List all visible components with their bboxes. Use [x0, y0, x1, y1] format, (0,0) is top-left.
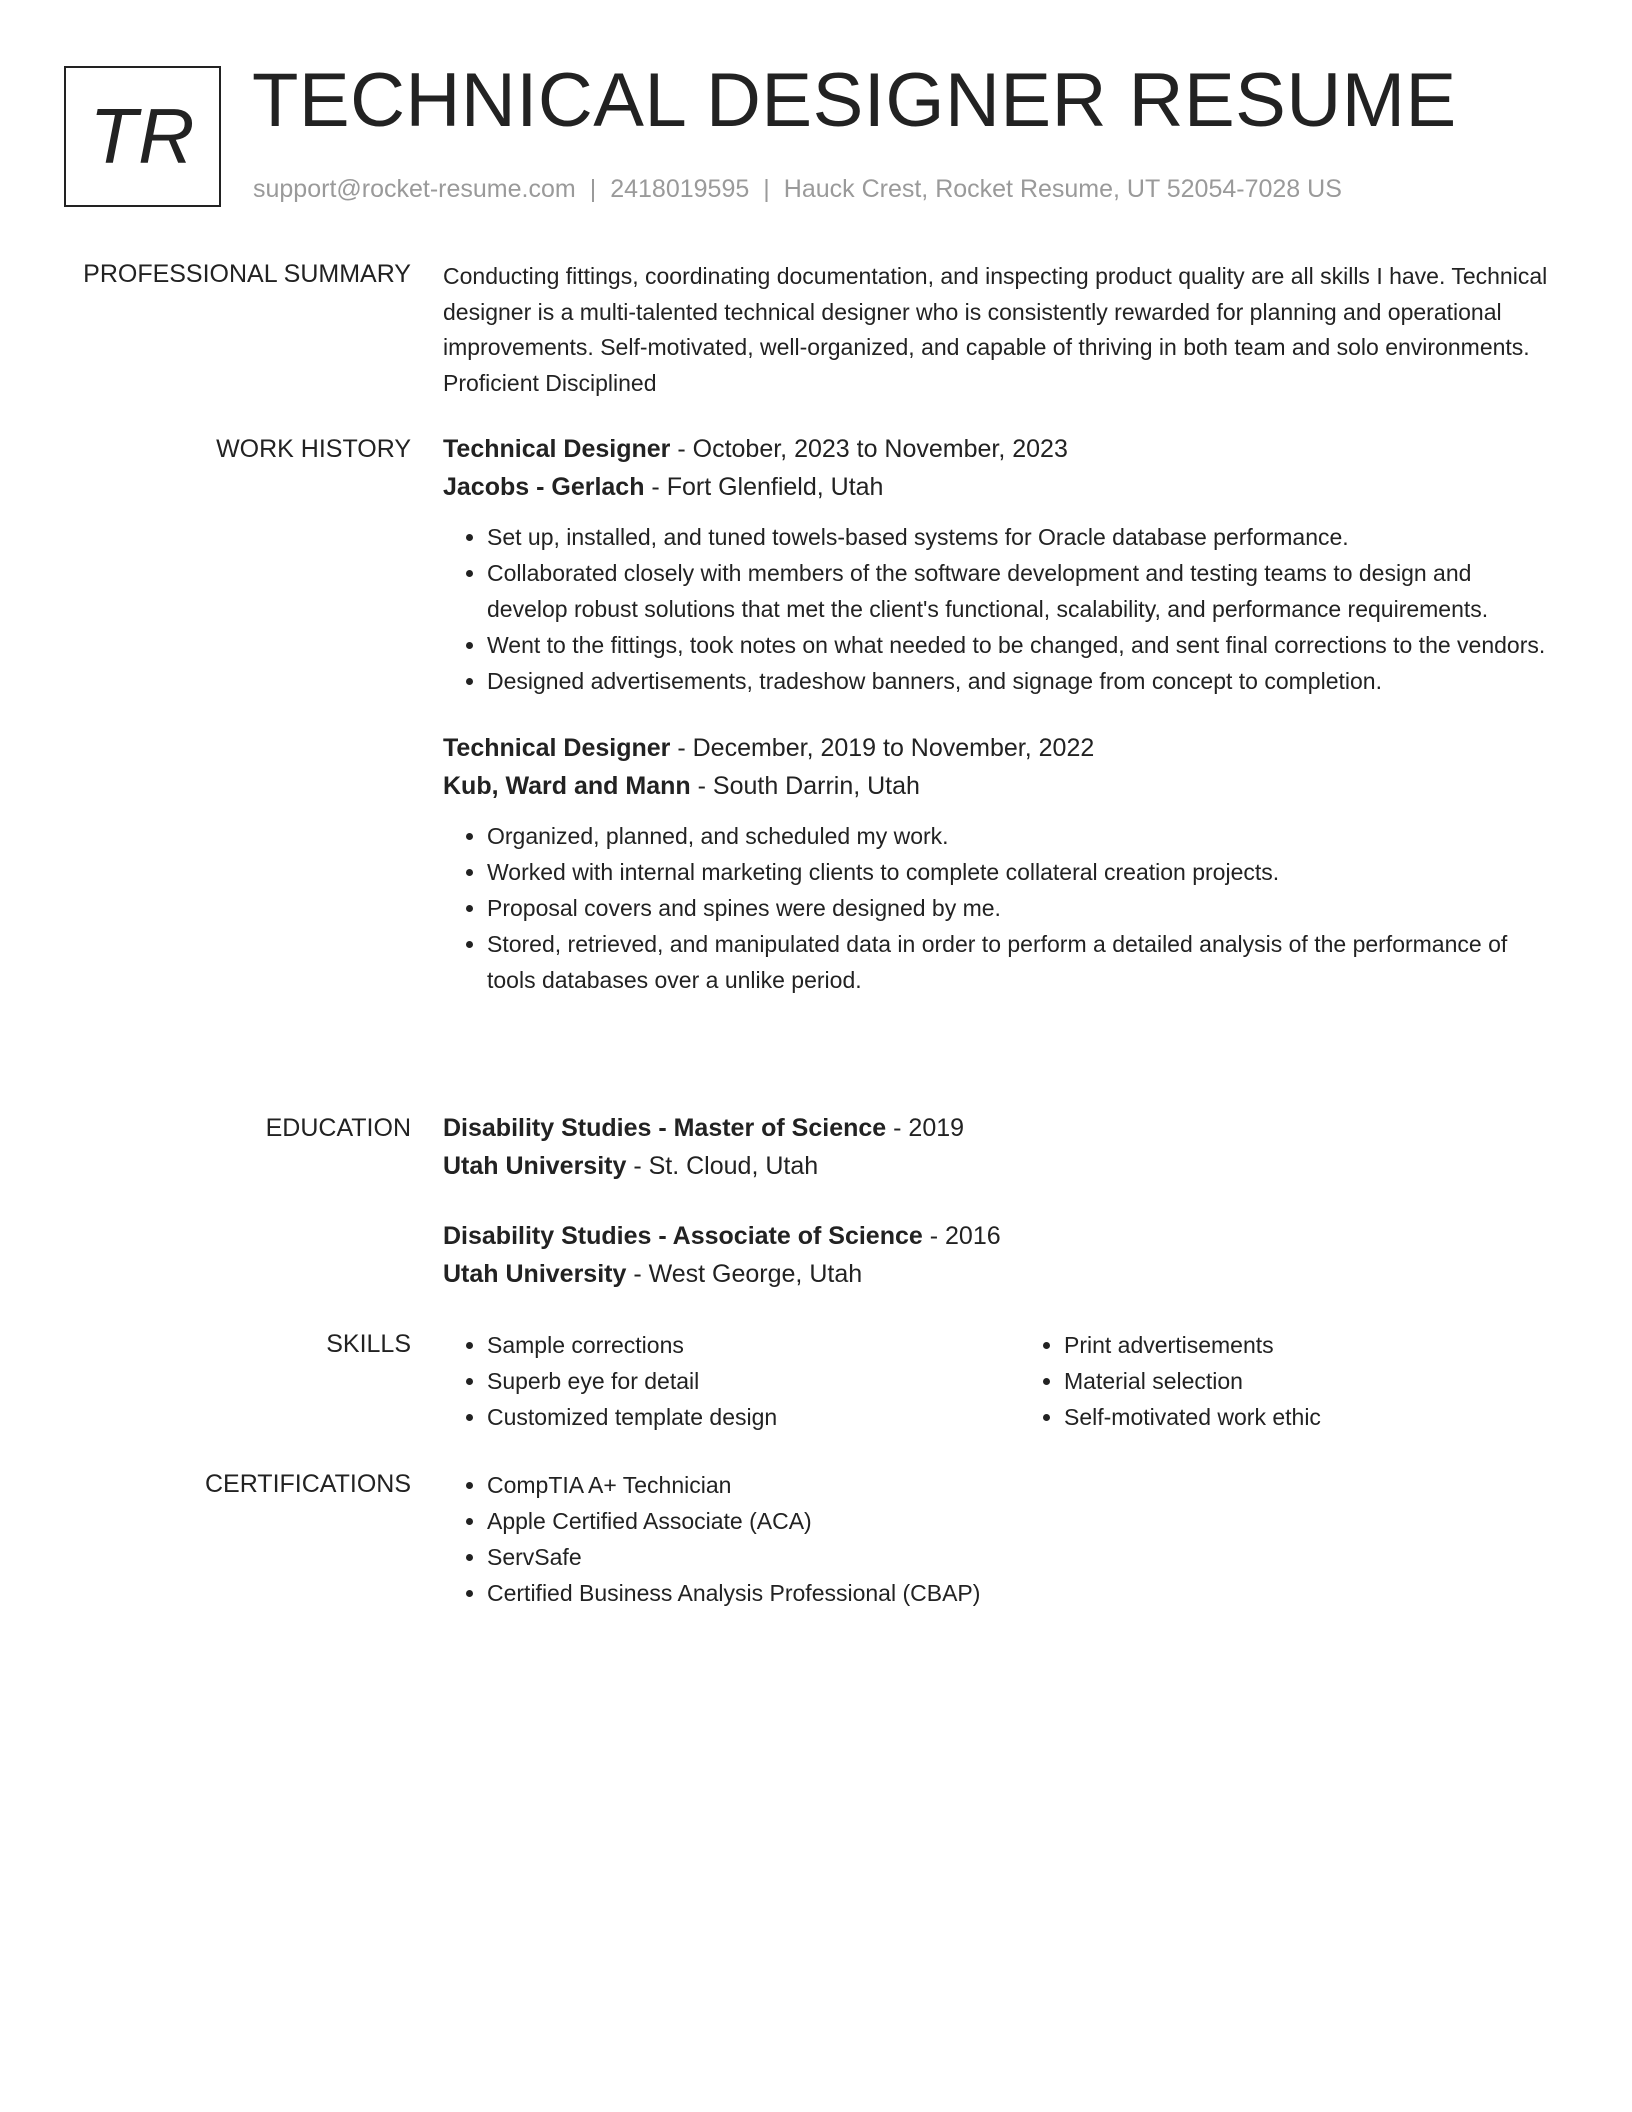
degree-year: - 2019 [886, 1114, 965, 1142]
skills-list-left [443, 1328, 976, 1436]
job-entry [443, 729, 1553, 998]
school-name: Utah University [443, 1152, 627, 1180]
job-title: Technical Designer [443, 435, 671, 463]
skill-item: • Self-motivated work ethic [1064, 1400, 1553, 1436]
school-line [443, 1147, 1553, 1185]
certifications-body [443, 1468, 1553, 1612]
certification-item: • ServSafe [487, 1540, 1553, 1576]
certifications-list [443, 1468, 1553, 1612]
job-bullet: • Worked with internal marketing clients to complete collateral creation projects. [487, 855, 1553, 891]
contact-separator: | [589, 175, 597, 203]
monogram-badge [64, 66, 221, 207]
degree-line [443, 1217, 1553, 1255]
job-bullet: • Went to the fittings, took notes on what needed to be changed, and sent final corrections to the vendors. [487, 628, 1553, 664]
skill-item: • Superb eye for detail [487, 1364, 976, 1400]
degree-line [443, 1109, 1553, 1147]
monogram-text: TR [89, 92, 196, 180]
skills-list-right [1020, 1328, 1553, 1436]
job-company: Jacobs - Gerlach [443, 473, 645, 501]
job-title: Technical Designer [443, 734, 671, 762]
job-company-line [443, 468, 1553, 506]
certification-item: • Apple Certified Associate (ACA) [487, 1504, 1553, 1540]
certification-item: • CompTIA A+ Technician [487, 1468, 1553, 1504]
degree-year: - 2016 [922, 1222, 1001, 1250]
job-bullets [443, 520, 1553, 699]
skill-item: • Sample corrections [487, 1328, 976, 1364]
job-bullet: • Organized, planned, and scheduled my work. [487, 819, 1553, 855]
job-bullet: • Collaborated closely with members of the software development and testing teams to design and develop robust solutions that met the client's functional, scalability, and performance requirements. [487, 556, 1553, 627]
job-bullet: • Stored, retrieved, and manipulated data in order to perform a detailed analysis of the performance of tools databases over a unlike period. [487, 927, 1553, 998]
degree-name: Disability Studies - Master of Science [443, 1114, 887, 1142]
job-bullet: • Proposal covers and spines were designed by me. [487, 891, 1553, 927]
school-location: - St. Cloud, Utah [626, 1152, 819, 1180]
degree-name: Disability Studies - Associate of Science [443, 1222, 923, 1250]
school-line [443, 1255, 1553, 1293]
skill-item: • Print advertisements [1064, 1328, 1553, 1364]
job-company: Kub, Ward and Mann [443, 772, 691, 800]
certification-item: • Certified Business Analysis Professional (CBAP) [487, 1576, 1553, 1612]
section-heading-work-history: WORK HISTORY [216, 435, 411, 463]
section-heading-education: EDUCATION [265, 1114, 411, 1142]
education-entry [443, 1217, 1553, 1293]
job-dates: - October, 2023 to November, 2023 [670, 435, 1068, 463]
skill-item: • Customized template design [487, 1400, 976, 1436]
job-title-line [443, 729, 1553, 767]
section-heading-summary: PROFESSIONAL SUMMARY [83, 260, 411, 288]
section-heading-certifications: CERTIFICATIONS [204, 1470, 411, 1498]
job-location: - Fort Glenfield, Utah [644, 473, 884, 501]
job-entry [443, 430, 1553, 699]
skills-body [443, 1328, 1553, 1436]
contact-address: Hauck Crest, Rocket Resume, UT 52054-7028 US [783, 175, 1342, 203]
school-name: Utah University [443, 1260, 627, 1288]
education-entry [443, 1109, 1553, 1185]
job-company-line [443, 767, 1553, 805]
school-location: - West George, Utah [626, 1260, 863, 1288]
job-title-line [443, 430, 1553, 468]
job-dates: - December, 2019 to November, 2022 [670, 734, 1095, 762]
contact-email: support@rocket-resume.com [253, 175, 576, 203]
contact-phone: 2418019595 [610, 175, 750, 203]
section-heading-skills: SKILLS [326, 1330, 411, 1358]
skill-item: • Material selection [1064, 1364, 1553, 1400]
resume-title: TECHNICAL DESIGNER RESUME [252, 58, 1457, 143]
summary-body [443, 259, 1553, 401]
job-location: - South Darrin, Utah [690, 772, 920, 800]
work-history-body [443, 430, 1553, 999]
summary-text: Conducting fittings, coordinating documentation, and inspecting product quality are all skills I have. Technical designer is a multi-talented technical designer who is consistently rewarded for planning and operational improvements. Self-motivated, well-organized, and capable of thriving in both team and solo environments. Proficient Disciplined [443, 263, 1548, 396]
contact-line [253, 173, 1342, 205]
job-bullet: • Set up, installed, and tuned towels-based systems for Oracle database performance. [487, 520, 1553, 556]
job-bullets [443, 819, 1553, 998]
education-body [443, 1109, 1553, 1293]
job-bullet: • Designed advertisements, tradeshow banners, and signage from concept to completion. [487, 664, 1553, 700]
contact-separator: | [763, 175, 770, 203]
